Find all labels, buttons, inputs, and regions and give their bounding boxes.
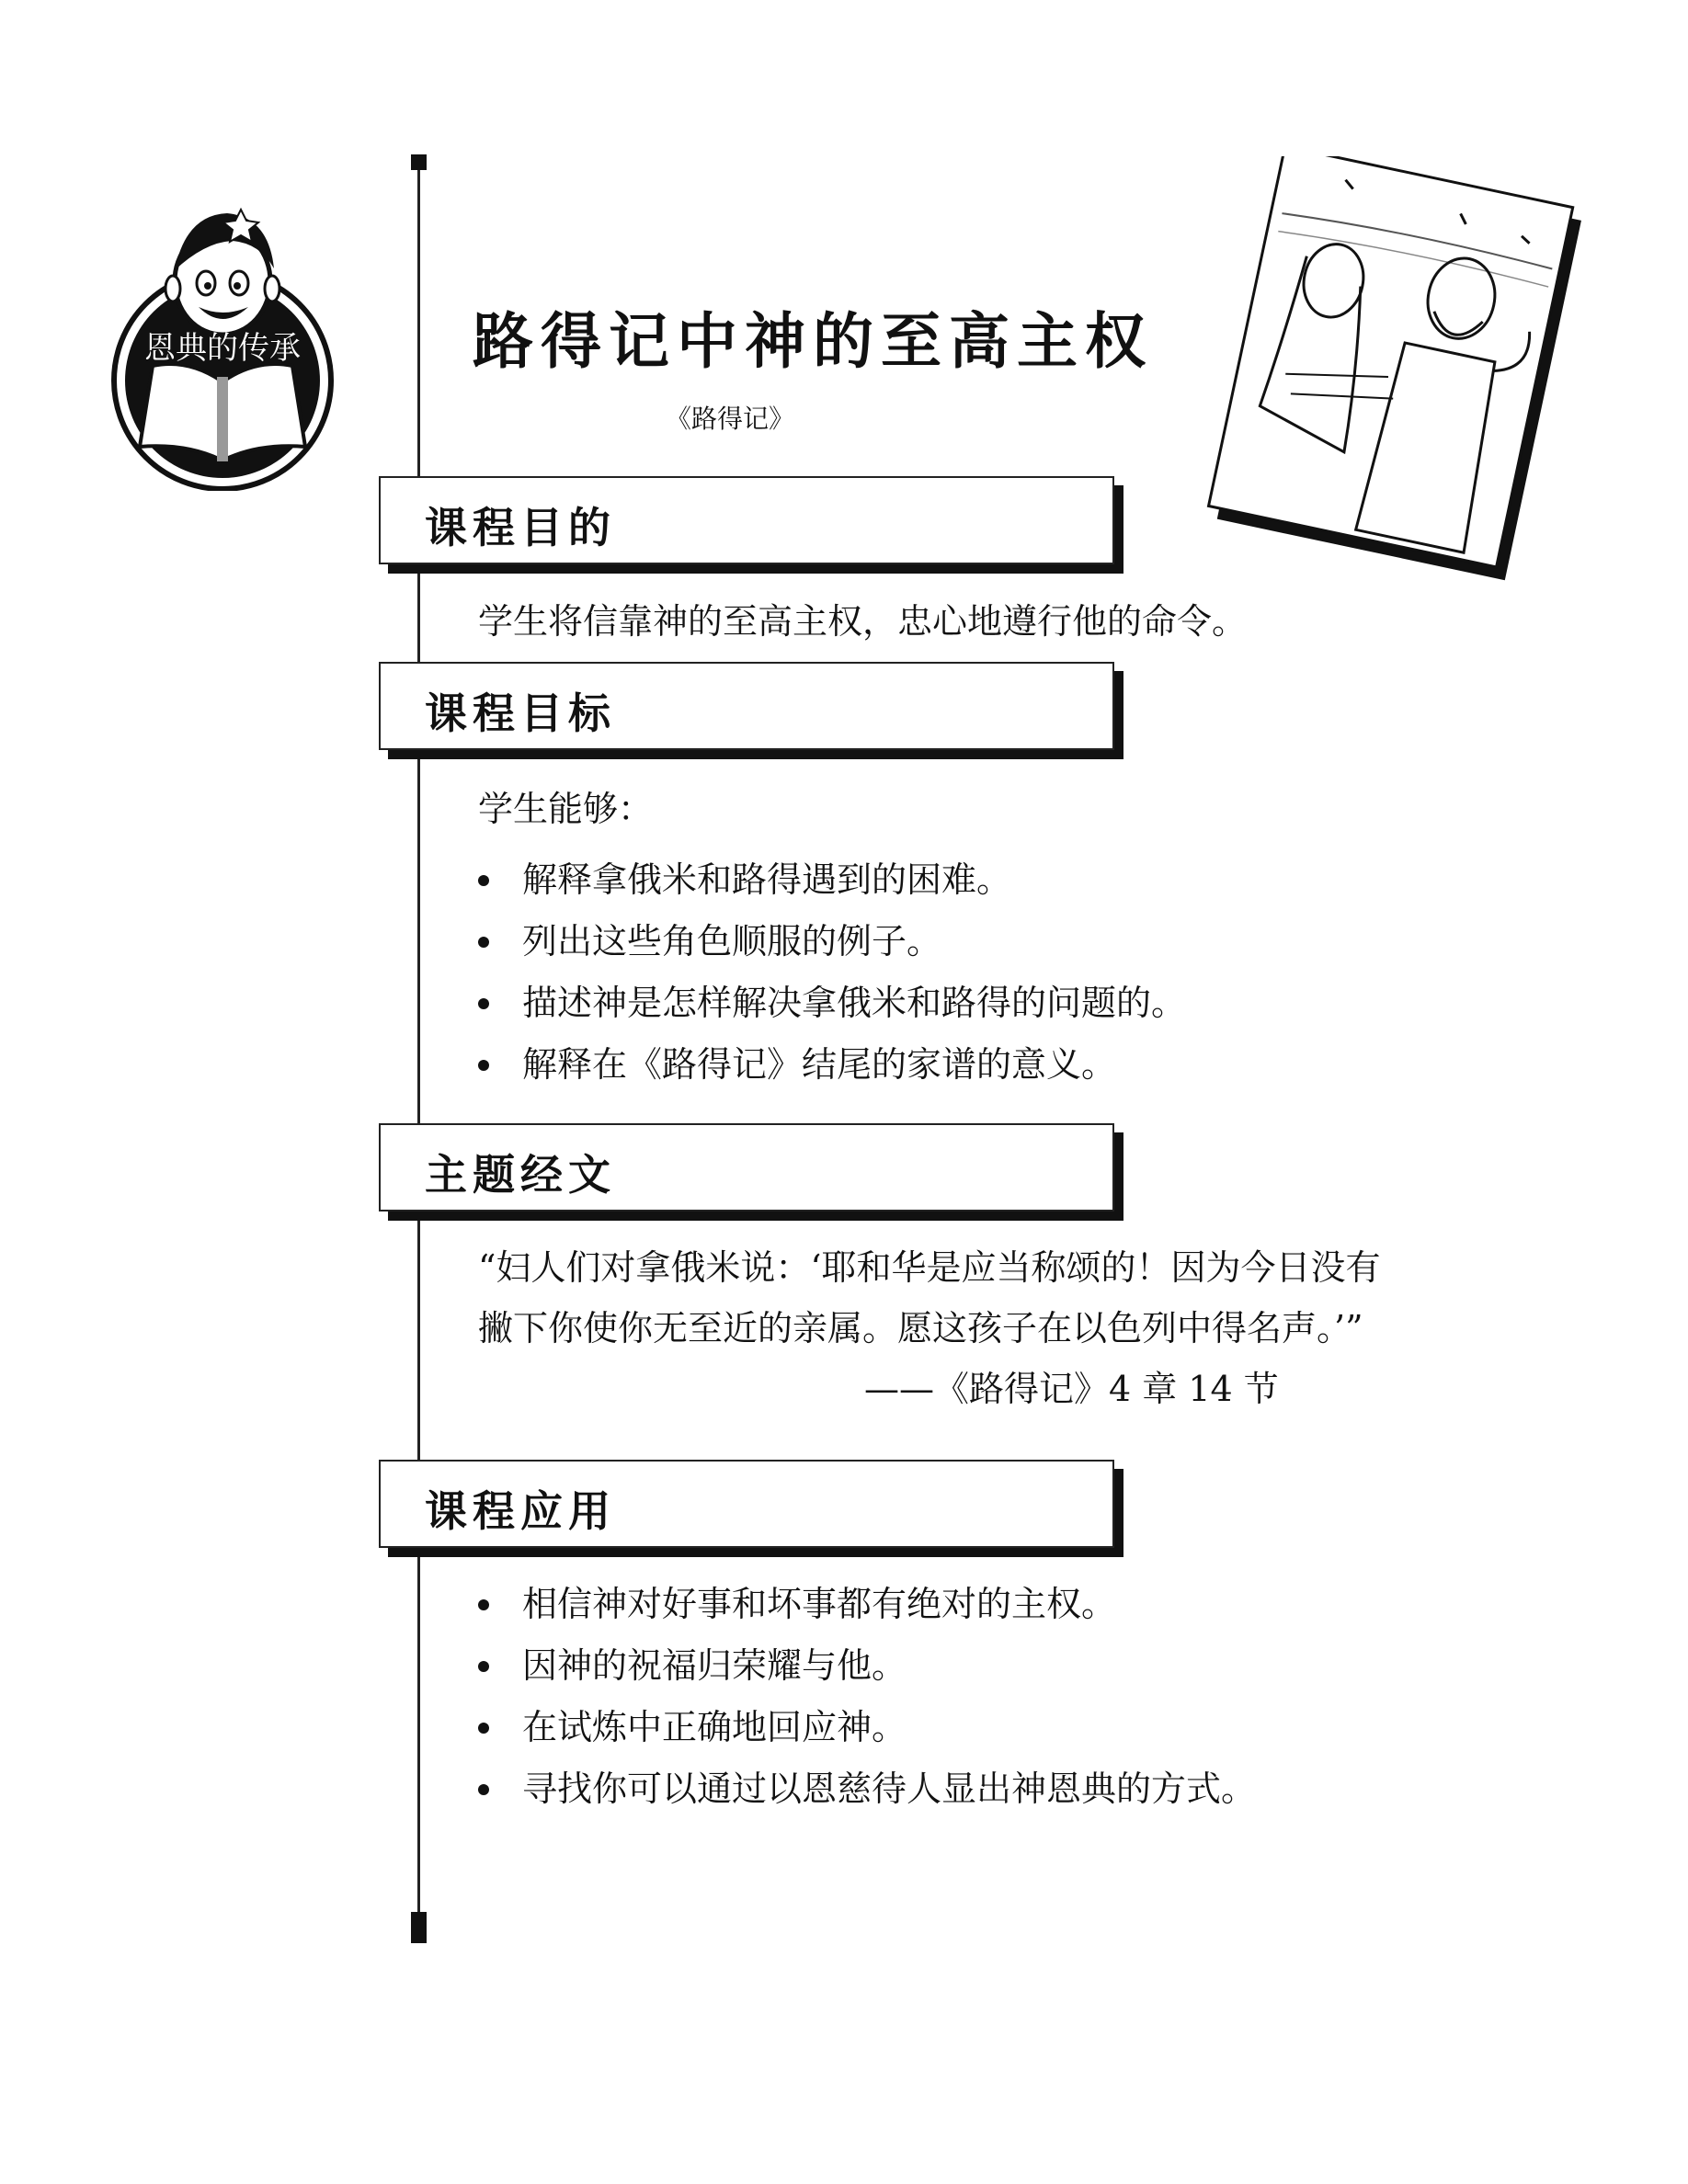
objectives-intro: 学生能够：: [478, 789, 654, 829]
list-item: 描述神是怎样解决拿俄米和路得的问题的。: [478, 973, 1186, 1034]
grace-heritage-logo: [103, 197, 342, 491]
page-subtitle: 《路得记》: [666, 404, 795, 434]
purpose-text: 学生将信靠神的至高主权，忠心地遵行他的命令。: [478, 601, 1248, 642]
section-objectives-heading: 课程目标: [425, 688, 616, 738]
timeline-line: [417, 162, 420, 1941]
ruth-boaz-illustration: [1195, 156, 1581, 597]
section-application-heading: 课程应用: [425, 1486, 616, 1536]
application-list: [478, 1574, 1256, 1820]
section-theme-verse-heading: 主题经文: [425, 1150, 616, 1200]
list-item: 解释拿俄米和路得遇到的困难。: [478, 849, 1186, 911]
timeline-cap-bottom: [411, 1912, 427, 1943]
list-item: 因神的祝福归荣耀与他。: [478, 1635, 1256, 1697]
theme-verse-line2: 撇下你使你无至近的亲属。愿这孩子在以色列中得名声。’”: [478, 1308, 1363, 1348]
page-title: 路得记中神的至高主权: [473, 305, 1153, 377]
section-purpose-heading: 课程目的: [425, 503, 616, 552]
list-item: 解释在《路得记》结尾的家谱的意义。: [478, 1034, 1186, 1096]
theme-verse-text: [478, 1237, 1535, 1359]
objectives-list: [478, 849, 1186, 1096]
list-item: 相信神对好事和坏事都有绝对的主权。: [478, 1574, 1256, 1635]
section-theme-verse-header: [379, 1123, 1114, 1211]
logo-text: 恩典的传承: [144, 330, 301, 367]
timeline-cap-top: [411, 154, 427, 170]
section-purpose-header: [379, 476, 1114, 564]
list-item: 寻找你可以通过以恩慈待人显出神恩典的方式。: [478, 1758, 1256, 1820]
list-item: 列出这些角色顺服的例子。: [478, 911, 1186, 973]
theme-verse-line1: “妇人们对拿俄米说：‘耶和华是应当称颂的！因为今日没有: [478, 1247, 1381, 1288]
list-item: 在试炼中正确地回应神。: [478, 1697, 1256, 1758]
section-application-header: [379, 1460, 1114, 1548]
theme-verse-reference: ——《路得记》4 章 14 节: [864, 1369, 1279, 1409]
section-objectives-header: [379, 662, 1114, 750]
